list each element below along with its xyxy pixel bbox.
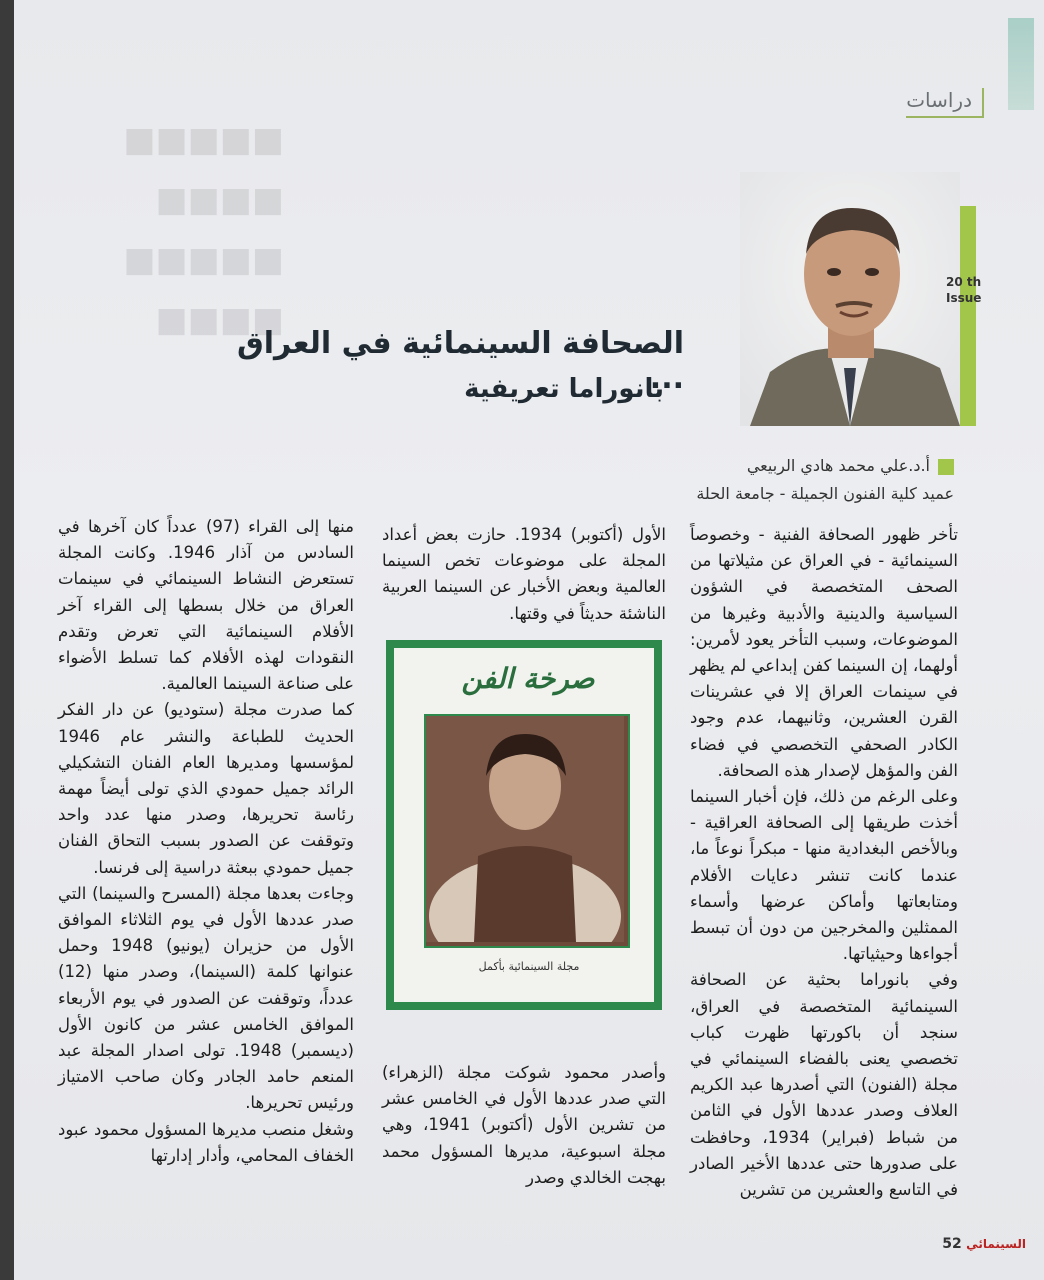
column-middle-bottom-text: وأصدر محمود شوكت مجلة (الزهراء) التي صدر عددها الأول في الخامس عشر من تشرين الأول (أكتوبر) 1941، وهي مجلة اسبوعية، مديرها المسؤول محمد بهجت الخالدي وصدر bbox=[382, 1063, 666, 1187]
author-name: أ.د.علي محمد هادي الربيعي bbox=[746, 456, 930, 475]
column-middle-top-text: الأول (أكتوبر) 1934. حازت بعض أعداد المجلة على موضوعات تخص السينما العالمية وبعض الأخبار عن السينما العربية الناشئة حديثاً في وقتها. bbox=[382, 525, 666, 623]
magazine-logo: السينمائي bbox=[966, 1237, 1026, 1251]
page-footer bbox=[942, 1236, 1030, 1252]
section-label: دراسات bbox=[906, 88, 984, 118]
column-right bbox=[690, 522, 958, 1203]
magazine-cover-image bbox=[386, 640, 662, 1010]
magazine-cover-title: صرخة الفن bbox=[461, 662, 595, 695]
magazine-cover-caption: مجلة السينمائية بأكمل bbox=[478, 960, 580, 973]
author-bullet bbox=[938, 459, 954, 475]
article-subtitle: بانوراما تعريفية bbox=[464, 374, 664, 404]
author-photo bbox=[740, 172, 960, 426]
author-affiliation: عميد كلية الفنون الجميلة - جامعة الحلة bbox=[696, 484, 954, 503]
issue-label: Issue bbox=[946, 291, 982, 305]
page-number: 52 bbox=[942, 1236, 962, 1252]
column-right-text: تأخر ظهور الصحافة الفنية - وخصوصاً السينمائية - في العراق عن مثيلاتها من الصحف المتخصصة في الشؤون السياسية والدينية والأدبية وغيرها من الموضوعات، وسبب التأخر يعود لأمرين: أولهما، إن السينما كفن إبداعي لم يظهر في سينمات العراق إلا في عشرينات القرن العشرين، وثانيهما، عدم وجود الكادر الصحفي التخصصي في فضاء الفن والمؤهل لإصدار هذه الصحافة. وعلى الرغم من ذلك، فإن أخبار السينما أخذت طريقها إلى الصحافة العراقية - وبالأخص البغدادية منها - مبكراً نوعاً ما، عندما كانت تنشر دعايات الأفلام ومتابعاتها وأماكن عرضها وأسماء الممثلين والمخرجين من دون أن تبسط أجواءها وحيثياتها. وفي بانوراما بحثية عن الصحافة السينمائية المتخصصة في العراق، سنجد أن باكورتها ظهرت كباب تخصصي يعنى بالفضاء السينمائي في مجلة (الفنون) التي أصدرها عبد الكريم العلاف وصدر عددها الأول في الثامن من شباط (فبراير) 1934، وحافظت على صدورها حتى عددها الأخير الصادر في التاسع والعشرين من تشرين bbox=[690, 525, 958, 1200]
section-color-bar bbox=[1008, 18, 1034, 110]
column-middle-bottom bbox=[382, 1060, 666, 1191]
issue-badge bbox=[946, 274, 981, 306]
article-title: الصحافة السينمائية في العراق ... bbox=[236, 326, 684, 396]
column-left-text: منها إلى القراء (97) عدداً كان آخرها في السادس من آذار 1946. وكانت المجلة تستعرض النشاط السينمائي في سينمات العراق من خلال بسطها إلى القراء آخر الأفلام السينمائية التي تعرض وتقدم النقودات لهذه الأفلام كما تسلط الأضواء على صناعة السينما العالمية. كما صدرت مجلة (ستوديو) عن دار الفكر الحديث للطباعة والنشر عام 1946 لمؤسسها ومديرها العام الفنان التشكيلي الرائد جميل حمودي الذي تولى أيضاً مهمة رئاسة تحريرها، وصدر منها عدد واحد وتوقفت عن الصدور بسبب التحاق الفنان جميل حمودي ببعثة دراسية إلى فرنسا. وجاءت بعدها مجلة (المسرح والسينما) التي صدر عددها الأول في يوم الثلاثاء الموافق الأول من حزيران (يونيو) 1948 وحمل عنوانها كلمة (السينما)، وصدر منها (12) عدداً، وتوقفت عن الصدور في يوم الأربعاء الموافق الخامس عشر من كانون الأول (ديسمبر) 1948. تولى اصدار المجلة عبد المنعم حامد الجادر وكان صاحب الامتياز ورئيس تحريرها. وشغل منصب مديرها المسؤول محمود عبود الخفاف المحامي، وأدار إدارتها bbox=[58, 517, 354, 1165]
column-middle-top bbox=[382, 522, 666, 627]
issue-number: 20 th bbox=[946, 275, 982, 289]
cover-portrait bbox=[424, 714, 630, 948]
magazine-page bbox=[14, 0, 1044, 1280]
author-block bbox=[614, 452, 954, 508]
faded-bleed-through-text: ■■■■■ ■■■■ ■■■■■ ■■■■ bbox=[123, 120, 284, 340]
column-left bbox=[58, 514, 354, 1169]
